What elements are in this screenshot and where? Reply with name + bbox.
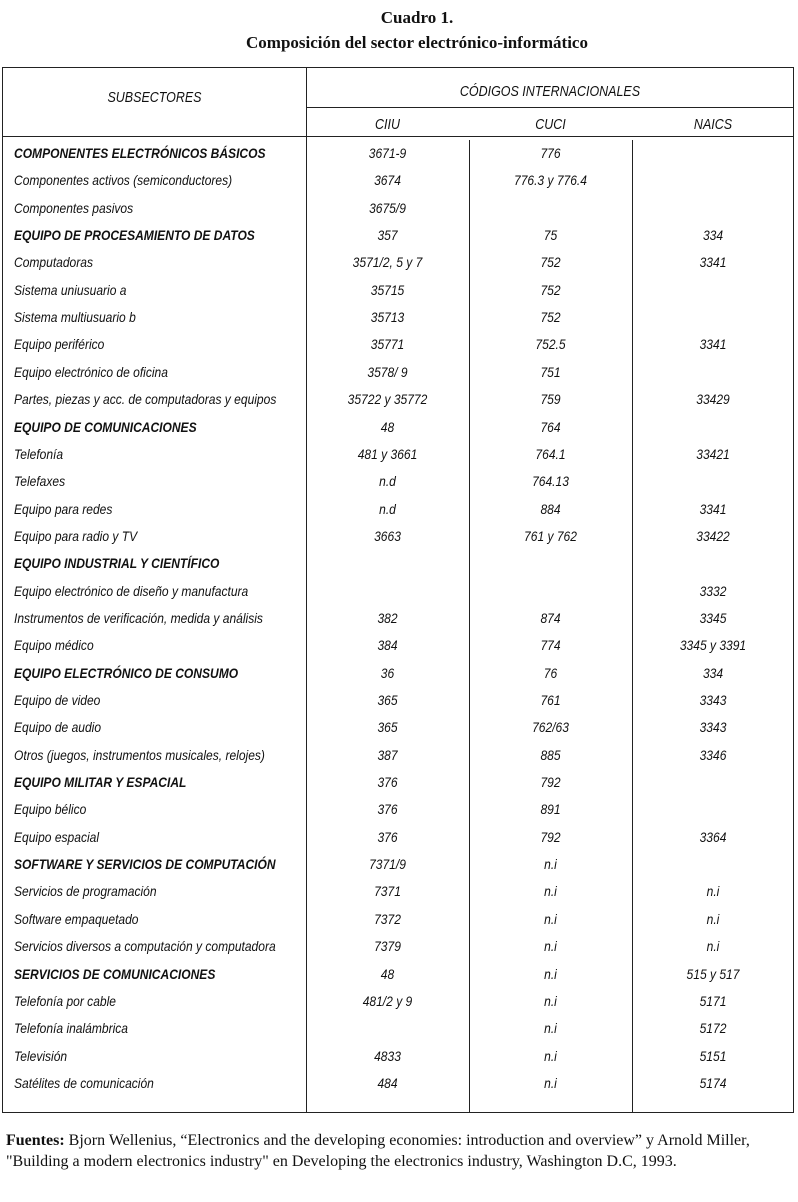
row-code-cuci: n.i [544,883,557,900]
row-code-naics: 3332 [699,582,727,599]
row-code-naics: 3341 [699,336,727,353]
row-code-cuci: 884 [540,500,561,517]
row-code-cuci: 792 [540,828,561,845]
row-code-cuci: 751 [540,363,561,380]
row-code-ciiu: 376 [377,801,398,818]
row-subsector-label: Sistema uniusuario a [14,281,127,298]
row-code-cuci: 764.13 [532,473,569,490]
row-code-cuci: 75 [543,227,558,244]
row-code-ciiu: n.d [379,473,396,490]
sources-note [6,1130,796,1172]
column-divider-subsectors [306,68,307,1113]
header-cuci: CUCI [535,117,566,133]
row-code-cuci: 764.1 [535,445,566,462]
row-code-naics: 33421 [696,445,730,462]
row-code-ciiu: 3671-9 [368,145,407,161]
row-code-cuci: n.i [544,965,557,982]
row-subsector-label: Servicios de programación [14,883,157,900]
row-code-cuci: 761 y 762 [524,527,577,544]
row-code-ciiu: 357 [377,227,398,244]
row-code-ciiu: n.d [379,500,396,517]
row-code-ciiu: 382 [377,609,398,626]
sources-label: Fuentes: [6,1132,65,1149]
row-code-naics: 5172 [699,1020,727,1037]
row-code-cuci: n.i [544,856,557,873]
row-code-cuci: 764 [540,418,561,435]
column-divider-naics [632,140,633,1113]
row-code-cuci: 761 [540,692,561,708]
row-category-label: EQUIPO INDUSTRIAL Y CIENTÍFICO [14,555,220,572]
row-code-cuci: 762/63 [532,719,569,736]
row-code-cuci: 792 [540,774,561,791]
header-naics: NAICS [693,117,733,133]
row-code-ciiu: 365 [377,692,398,708]
row-code-cuci: 76 [543,664,558,681]
row-code-naics: 3346 [699,746,727,763]
row-code-naics: 3343 [699,692,727,708]
row-subsector-label: Equipo para redes [14,500,113,517]
table-caption-subtitle: Composición del sector electrónico-informático [246,33,588,52]
row-code-ciiu: 3674 [374,172,401,189]
row-code-naics: 3364 [699,828,727,845]
row-subsector-label: Equipo periférico [14,336,105,353]
row-code-ciiu: 481 y 3661 [357,445,418,462]
row-subsector-label: Satélites de comunicación [14,1074,154,1091]
row-code-naics: 334 [702,227,724,244]
row-code-cuci: 752 [540,281,561,298]
row-code-ciiu: 387 [377,746,398,763]
header-codes-group: CÓDIGOS INTERNACIONALES [459,84,641,100]
row-subsector-label: Equipo médico [14,637,94,654]
row-code-naics: n.i [706,883,720,900]
row-code-ciiu: 4833 [374,1047,401,1064]
row-code-naics: 5174 [699,1074,727,1091]
row-category-label: SOFTWARE Y SERVICIOS DE COMPUTACIÓN [14,856,276,873]
row-code-cuci: n.i [544,1020,557,1037]
row-code-cuci: 885 [540,746,561,763]
row-code-ciiu: 376 [377,774,398,791]
row-subsector-label: Equipo bélico [14,801,87,818]
row-code-cuci: 774 [540,637,561,654]
row-code-cuci: 891 [540,801,561,818]
row-code-naics: 5171 [699,992,727,1009]
row-subsector-label: Telefonía inalámbrica [14,1020,129,1037]
row-category-label: EQUIPO DE COMUNICACIONES [14,418,197,435]
row-subsector-label: Otros (juegos, instrumentos musicales, relojes) [14,746,265,763]
row-code-ciiu: 35715 [370,281,405,298]
row-code-cuci: 759 [540,391,561,408]
row-subsector-label: Telefonía por cable [14,992,116,1009]
row-code-ciiu: 7379 [374,938,401,955]
row-code-naics: 33429 [696,391,730,408]
row-code-ciiu: 36 [380,664,395,681]
row-subsector-label: Equipo de video [14,692,101,708]
row-code-naics: 33422 [696,527,730,544]
row-code-cuci: 752 [540,254,561,271]
row-code-ciiu: 35713 [370,309,405,326]
row-code-cuci: 752 [540,309,561,326]
row-code-ciiu: 3578/ 9 [367,363,408,380]
row-subsector-label: Sistema multiusuario b [14,309,136,326]
row-subsector-label: Equipo para radio y TV [14,527,138,544]
row-code-cuci: 752.5 [535,336,566,353]
row-subsector-label: Telefaxes [14,473,66,490]
row-code-naics: n.i [706,938,720,955]
row-code-cuci: 776.3 y 776.4 [514,172,587,189]
row-category-label: SERVICIOS DE COMUNICACIONES [14,965,216,982]
header-group-divider [306,107,794,108]
row-code-naics: 515 y 517 [686,965,740,982]
column-divider-cuci [469,140,470,1113]
row-subsector-label: Componentes activos (semiconductores) [14,172,233,189]
row-code-ciiu: 7371/9 [369,856,406,873]
row-subsector-label: Telefonía [14,445,64,462]
row-category-label: EQUIPO DE PROCESAMIENTO DE DATOS [14,227,255,244]
row-subsector-label: Computadoras [14,254,93,271]
row-code-cuci: n.i [544,938,557,955]
table-caption-title: Cuadro 1. [380,8,454,27]
header-subsectors: SUBSECTORES [107,90,202,106]
row-code-ciiu: 384 [377,637,398,654]
row-code-naics: n.i [706,910,720,927]
row-code-cuci: n.i [544,910,557,927]
row-code-cuci: 776 [540,145,561,161]
row-code-ciiu: 35722 y 35772 [347,391,428,408]
row-code-naics: 3341 [699,254,727,271]
row-code-naics: 3345 [699,609,727,626]
row-subsector-label: Instrumentos de verificación, medida y análisis [14,609,263,626]
row-code-naics: 5151 [699,1047,727,1064]
row-code-ciiu: 484 [377,1074,398,1091]
row-subsector-label: Servicios diversos a computación y computadora [14,938,276,955]
row-subsector-label: Partes, piezas y acc. de computadoras y equipos [14,391,277,408]
row-subsector-label: Equipo espacial [14,828,100,845]
row-subsector-label: Equipo electrónico de oficina [14,363,168,380]
row-code-ciiu: 3675/9 [369,199,406,216]
row-category-label: EQUIPO ELECTRÓNICO DE CONSUMO [14,664,239,681]
header-ciiu: CIIU [375,117,400,133]
row-code-cuci: n.i [544,1047,557,1064]
row-code-ciiu: 481/2 y 9 [362,992,413,1009]
row-subsector-label: Equipo de audio [14,719,102,736]
row-code-ciiu: 3571/2, 5 y 7 [352,254,423,271]
sources-text: Bjorn Wellenius, “Electronics and the developing economies: introduction and overview” y Arnold Miller, "Building a modern electronics industry" en Developing the electronics industry, Washington D.C, 1993. [6,1132,750,1170]
row-code-ciiu: 48 [380,418,395,435]
row-code-naics: 3341 [699,500,727,517]
row-code-cuci: n.i [544,992,557,1009]
row-category-label: COMPONENTES ELECTRÓNICOS BÁSICOS [14,145,266,161]
row-category-label: EQUIPO MILITAR Y ESPACIAL [14,774,187,791]
codes-table [2,67,794,1113]
row-code-naics: 3345 y 3391 [679,637,747,654]
row-code-ciiu: 365 [377,719,398,736]
header-bottom-divider [3,136,794,137]
row-code-ciiu: 7372 [374,910,401,927]
row-code-ciiu: 3663 [374,527,401,544]
row-subsector-label: Componentes pasivos [14,199,134,216]
row-code-ciiu: 35771 [370,336,405,353]
row-subsector-label: Equipo electrónico de diseño y manufactura [14,582,249,599]
row-subsector-label: Televisión [14,1047,68,1064]
row-code-ciiu: 7371 [374,883,401,900]
row-code-naics: 334 [702,664,724,681]
row-code-ciiu: 48 [380,965,395,982]
row-code-naics: 3343 [699,719,727,736]
row-code-ciiu: 376 [377,828,398,845]
row-subsector-label: Software empaquetado [14,910,139,927]
row-code-cuci: n.i [544,1074,557,1091]
row-code-cuci: 874 [540,609,561,626]
